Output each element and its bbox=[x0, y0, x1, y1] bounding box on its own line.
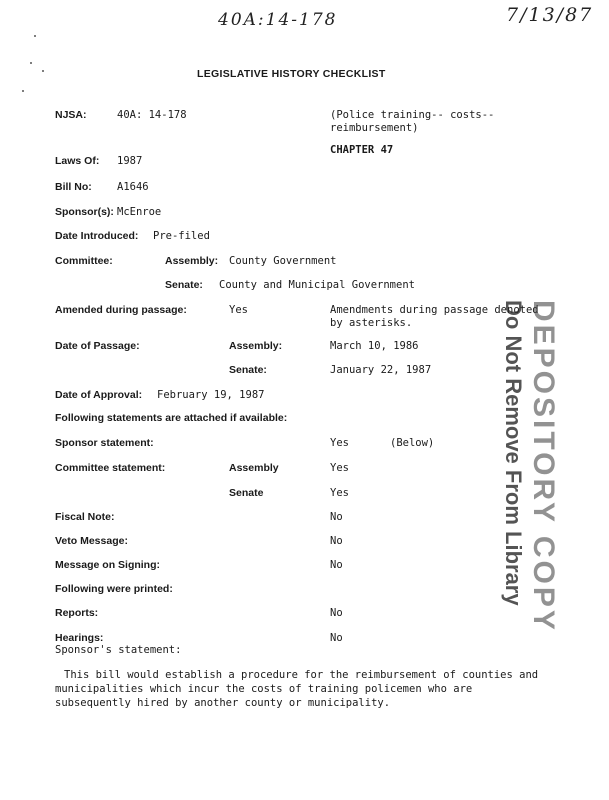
sponsors-value: McEnroe bbox=[117, 206, 162, 218]
fiscal-note-label: Fiscal Note: bbox=[55, 511, 115, 523]
veto-message-label: Veto Message: bbox=[55, 535, 128, 547]
committee-statement-label: Committee statement: bbox=[55, 462, 166, 474]
bill-no-label: Bill No: bbox=[55, 181, 92, 193]
veto-message-value: No bbox=[330, 535, 343, 547]
njsa-value: 40A: 14-178 bbox=[117, 109, 187, 121]
message-signing-label: Message on Signing: bbox=[55, 559, 161, 571]
amended-value: Yes bbox=[229, 304, 248, 316]
passage-senate-label: Senate: bbox=[229, 364, 267, 376]
njsa-topic-line1: (Police training-- costs-- bbox=[330, 109, 495, 121]
stamp-line-depository: DEPOSITORY COPY bbox=[527, 300, 560, 633]
committee-statement-assembly-value: Yes bbox=[330, 462, 349, 474]
scan-speck bbox=[30, 62, 32, 64]
fiscal-note-value: No bbox=[330, 511, 343, 523]
passage-label: Date of Passage: bbox=[55, 340, 140, 352]
following-attached-heading: Following statements are attached if available: bbox=[55, 412, 288, 424]
sponsor-statement-note: (Below) bbox=[390, 437, 435, 449]
amended-note-line2: by asterisks. bbox=[330, 317, 413, 329]
sponsors-statement-label: Sponsor's statement: bbox=[55, 644, 182, 656]
committee-senate-value: County and Municipal Government bbox=[219, 279, 415, 291]
stamp-line-do-not-remove: Do Not Remove From Library bbox=[501, 300, 526, 606]
date-introduced-value: Pre-filed bbox=[153, 230, 210, 242]
committee-statement-senate-label: Senate bbox=[229, 487, 264, 499]
committee-label: Committee: bbox=[55, 255, 113, 267]
sponsor-statement-value: Yes bbox=[330, 437, 349, 449]
approval-label: Date of Approval: bbox=[55, 389, 143, 401]
hearings-value: No bbox=[330, 632, 343, 644]
chapter-number: CHAPTER 47 bbox=[330, 144, 394, 156]
reports-value: No bbox=[330, 607, 343, 619]
reports-label: Reports: bbox=[55, 607, 99, 619]
handwritten-date: 7/13/87 bbox=[506, 4, 594, 26]
laws-of-label: Laws Of: bbox=[55, 155, 100, 167]
scan-speck bbox=[22, 90, 24, 92]
sponsor-statement-label: Sponsor statement: bbox=[55, 437, 154, 449]
committee-senate-label: Senate: bbox=[165, 279, 203, 291]
bill-no-value: A1646 bbox=[117, 181, 149, 193]
hearings-label: Hearings: bbox=[55, 632, 104, 644]
date-introduced-label: Date Introduced: bbox=[55, 230, 139, 242]
scan-speck bbox=[34, 35, 36, 37]
passage-assembly-value: March 10, 1986 bbox=[330, 340, 419, 352]
njsa-label: NJSA: bbox=[55, 109, 87, 121]
passage-senate-value: January 22, 1987 bbox=[330, 364, 432, 376]
committee-assembly-value: County Government bbox=[229, 255, 337, 267]
following-printed-heading: Following were printed: bbox=[55, 583, 173, 595]
committee-statement-assembly-label: Assembly bbox=[229, 462, 279, 474]
laws-of-value: 1987 bbox=[117, 155, 143, 167]
statement-text: This bill would establish a procedure for the reimbursement of counties and municipalities which incur the costs of training policemen who are subsequently hired by another county or municipality. bbox=[55, 669, 539, 709]
committee-statement-senate-value: Yes bbox=[330, 487, 349, 499]
committee-assembly-label: Assembly: bbox=[165, 255, 219, 267]
sponsors-label: Sponsor(s): bbox=[55, 206, 114, 218]
page-title: LEGISLATIVE HISTORY CHECKLIST bbox=[197, 68, 386, 80]
handwritten-code: 40A:14-178 bbox=[218, 10, 338, 30]
amended-label: Amended during passage: bbox=[55, 304, 187, 316]
approval-value: February 19, 1987 bbox=[157, 389, 265, 401]
message-signing-value: No bbox=[330, 559, 343, 571]
amended-note-line1: Amendments during passage denoted bbox=[330, 304, 539, 316]
scan-speck bbox=[42, 70, 44, 72]
passage-assembly-label: Assembly: bbox=[229, 340, 283, 352]
njsa-topic-line2: reimbursement) bbox=[330, 122, 419, 134]
depository-stamp bbox=[500, 300, 560, 633]
